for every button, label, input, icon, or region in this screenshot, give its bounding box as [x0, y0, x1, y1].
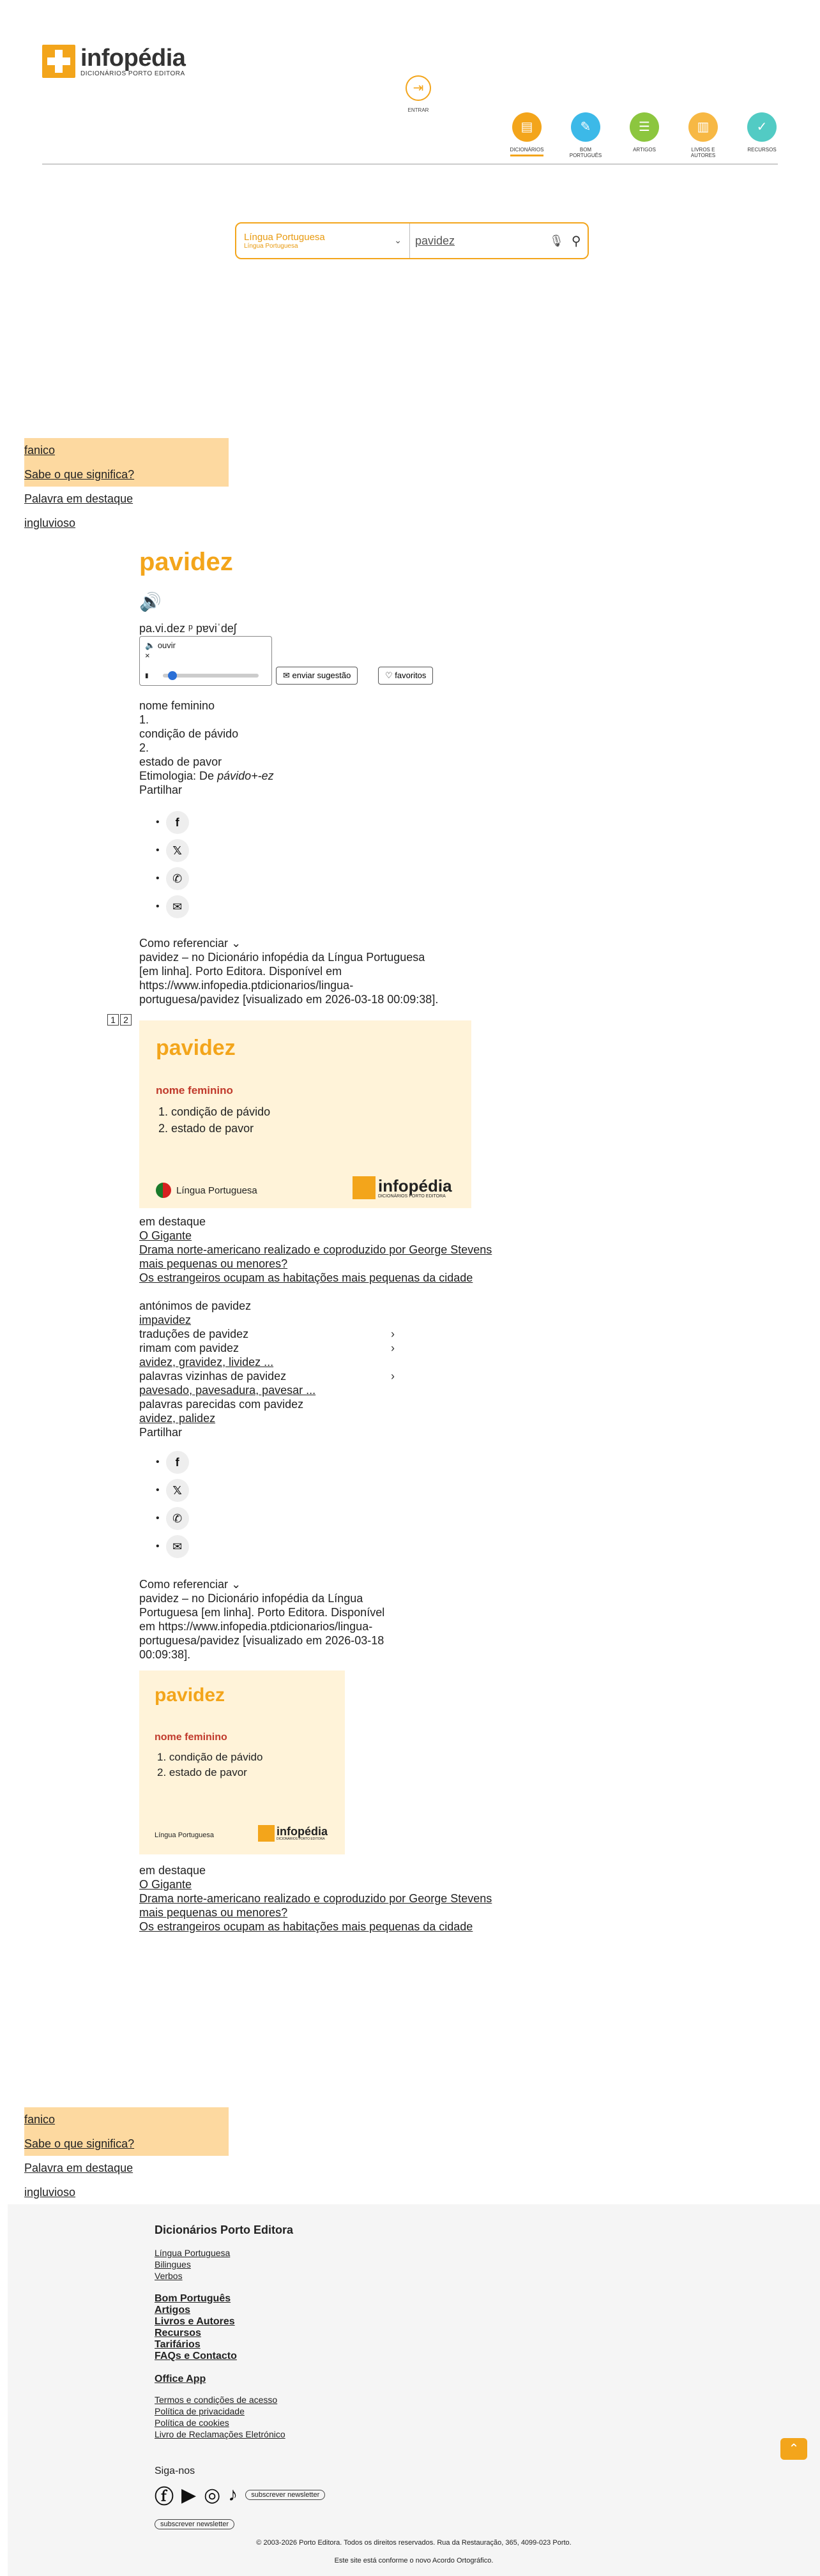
card-def-num: 1.	[157, 1751, 169, 1763]
footer-dict-title: Dicionários Porto Editora	[155, 2224, 294, 2236]
citation-block	[139, 936, 446, 1006]
definition-card-small	[139, 1671, 345, 1854]
share-list-2: • f • 𝕏 • ✆ • ✉	[156, 1448, 194, 1561]
dictionary-icon: ▤	[512, 112, 542, 142]
translations-row[interactable]	[139, 1327, 395, 1341]
nav-item-bom-portugues[interactable]	[563, 112, 608, 158]
button-label: favoritos	[395, 671, 427, 680]
nav-label: DICIONÁRIOS	[510, 147, 544, 156]
card-def-num: 2.	[158, 1122, 172, 1135]
card-def-num: 2.	[157, 1766, 169, 1778]
cite-toggle-label: Como referenciar	[139, 1578, 229, 1591]
related-block	[139, 1299, 395, 1439]
strip-link[interactable]: Palavra em destaque	[24, 492, 133, 505]
footer-link[interactable]: Verbos	[155, 2271, 183, 2281]
footer-legal-links	[155, 2394, 602, 2440]
pager-2[interactable]: 2	[120, 1014, 132, 1026]
neighbors-row[interactable]	[139, 1369, 395, 1383]
audio-label: ouvir	[157, 640, 176, 650]
strip-link[interactable]: Sabe o que significa?	[24, 2137, 135, 2150]
highlights-title: em destaque	[139, 1864, 206, 1877]
pronunciation: pa.vi.dez ᵖ pɐviˈdeʃ	[139, 622, 236, 635]
share-list: • f • 𝕏 • ✆ • ✉	[156, 808, 194, 921]
footer-dict-links	[155, 2247, 602, 2282]
highlight-link[interactable]: Drama norte-americano realizado e coproduzido por George Stevens	[139, 1892, 492, 1905]
nav-label: ARTIGOS	[633, 147, 656, 153]
card-def	[158, 1103, 270, 1120]
email-icon[interactable]: ✉	[166, 895, 189, 918]
card-pos: nome feminino	[156, 1084, 233, 1096]
card-headword: pavidez	[156, 1036, 236, 1060]
nav-label: RECURSOS	[747, 147, 777, 153]
infopedia-logo[interactable]	[42, 42, 195, 80]
pen-icon: ✎	[571, 112, 600, 142]
rhymes-links[interactable]: avidez, gravidez, lividez ...	[139, 1356, 274, 1368]
send-suggestion-button[interactable]: ✉ enviar sugestão	[276, 667, 358, 685]
highlight-link[interactable]: mais pequenas ou menores?	[139, 1257, 288, 1270]
search-icon[interactable]: ⚲	[571, 234, 581, 248]
audio-progress[interactable]	[163, 674, 259, 678]
translations-label: traduções de pavidez	[139, 1328, 249, 1340]
strip-link[interactable]: Sabe o que significa?	[24, 468, 135, 481]
definition-block	[139, 699, 446, 797]
scroll-top-button[interactable]: ⌃	[780, 2438, 807, 2460]
etymology	[139, 769, 446, 783]
strip-link[interactable]: ingluvioso	[24, 2186, 76, 2199]
resources-icon: ✓	[747, 112, 777, 142]
main-nav	[505, 112, 784, 158]
cite-toggle[interactable]: Como referenciar ⌄	[139, 1578, 241, 1591]
x-icon[interactable]: 𝕏	[166, 1479, 189, 1502]
logo-cross-icon	[42, 45, 75, 78]
card-defs	[158, 1103, 270, 1137]
microphone-icon[interactable]: 🎙	[549, 234, 564, 247]
audio-player	[139, 636, 272, 686]
nav-item-artigos[interactable]	[622, 112, 667, 158]
portugal-flag-icon	[156, 1183, 171, 1198]
cite-text: pavidez – no Dicionário infopédia da Língua Portuguesa [em linha]. Porto Editora. Disponível em https://www.infopedia.ptdicionarios/lingua-portuguesa/pavidez [visualizado em 2026-03-18 00:09:38].	[139, 951, 439, 1006]
neighbors-title: palavras vizinhas de pavidez	[139, 1370, 287, 1383]
footer-main-links	[155, 2293, 602, 2362]
similar-title: palavras parecidas com pavidez	[139, 1398, 304, 1411]
card-def	[158, 1120, 270, 1137]
sense-text: estado de pavor	[139, 755, 222, 768]
highlights-block	[139, 1215, 492, 1285]
header-divider	[42, 163, 778, 165]
footer-link[interactable]: Língua Portuguesa	[155, 2248, 231, 2258]
whatsapp-icon[interactable]: ✆	[166, 1507, 189, 1530]
card-logo	[353, 1176, 452, 1199]
article-icon: ☰	[630, 112, 659, 142]
strip-link[interactable]: ingluvioso	[24, 517, 76, 529]
footer-link[interactable]: Política de cookies	[155, 2418, 229, 2428]
citation-block-2	[139, 1577, 395, 1662]
footer-link[interactable]: FAQs e Contacto	[155, 2351, 237, 2361]
x-icon[interactable]: 𝕏	[166, 839, 189, 862]
antonym-link[interactable]: impavidez	[139, 1314, 192, 1326]
card-logo-word: infopédia	[378, 1176, 452, 1195]
search-bar	[235, 222, 589, 259]
highlight-link[interactable]: mais pequenas ou menores?	[139, 1906, 288, 1919]
card-pager	[107, 1014, 133, 1026]
card-def-text: condição de pávido	[169, 1751, 263, 1763]
sidebar-strip-bottom	[24, 2107, 229, 2204]
strip-item-destaque[interactable]	[24, 487, 229, 511]
nav-item-livros[interactable]	[681, 112, 725, 158]
audio-slider-knob[interactable]	[168, 671, 177, 680]
share-label: Partilhar	[139, 784, 183, 796]
card-logo-sub: DICIONÁRIOS PORTO EDITORA	[378, 1193, 446, 1199]
card-logo-sub: DICIONÁRIOS PORTO EDITORA	[277, 1837, 325, 1841]
language-sub: Língua Portuguesa	[244, 243, 298, 250]
favorites-button[interactable]: ♡ favoritos	[378, 667, 433, 685]
audio-volume-icon[interactable]: ▮	[145, 672, 149, 679]
card-pos: nome feminino	[155, 1732, 227, 1743]
neighbors-links[interactable]: pavesado, pavesadura, pavesar ...	[139, 1384, 316, 1397]
card-language-label: Língua Portuguesa	[155, 1831, 214, 1839]
card-logo	[258, 1825, 328, 1842]
etymology-value: pávido+-ez	[217, 769, 274, 782]
logo-cross-icon	[258, 1825, 275, 1842]
footer	[8, 2204, 820, 2576]
logo-cross-icon	[353, 1176, 376, 1199]
footer-link[interactable]: Política de privacidade	[155, 2406, 245, 2416]
card-def-text: estado de pavor	[171, 1122, 254, 1135]
search-input[interactable]	[415, 234, 543, 248]
cite-text: pavidez – no Dicionário infopédia da Língua Portuguesa [em linha]. Porto Editora. Disponível em https://www.infopedia.ptdicionarios/lingua-portuguesa/pavidez [visualizado em 2026-03-18 00:09:38].	[139, 1592, 385, 1661]
login-icon: ⇥	[406, 75, 431, 101]
strip-item-sabe[interactable]	[24, 2132, 229, 2156]
rhymes-row[interactable]	[139, 1341, 395, 1355]
speaker-icon[interactable]: 🔊	[139, 592, 162, 612]
footer-link[interactable]: Termos e condições de acesso	[155, 2395, 278, 2405]
sidebar-strip-top	[24, 438, 229, 535]
highlights-block-2	[139, 1863, 492, 1934]
footer-link[interactable]: Livros e Autores	[155, 2316, 235, 2327]
page-title: pavidez	[139, 548, 233, 576]
card-def-text: estado de pavor	[169, 1766, 247, 1778]
antonyms-title: antónimos de pavidez	[139, 1299, 252, 1312]
cite-toggle[interactable]: Como referenciar ⌄	[139, 937, 241, 950]
facebook-icon[interactable]: f	[166, 811, 189, 834]
follow-label: Siga-nos	[155, 2466, 195, 2476]
language-selected: Língua Portuguesa	[244, 232, 325, 243]
login-label: ENTRAR	[407, 107, 429, 113]
footer-link[interactable]: Bom Português	[155, 2293, 231, 2304]
footer-link[interactable]: Bilingues	[155, 2259, 191, 2269]
newsletter-button[interactable]: subscrever newsletter	[245, 2490, 325, 2500]
language-select[interactable]	[236, 224, 410, 258]
rhymes-title: rimam com pavidez	[139, 1342, 239, 1354]
card-defs	[157, 1750, 262, 1780]
footer-link[interactable]: Recursos	[155, 2328, 201, 2338]
login-button[interactable]	[396, 75, 441, 113]
card-def	[157, 1765, 262, 1780]
etymology-prefix: Etimologia: De	[139, 769, 218, 782]
highlight-link[interactable]: Drama norte-americano realizado e coproduzido por George Stevens	[139, 1243, 492, 1256]
part-of-speech: nome feminino	[139, 699, 215, 712]
highlight-link[interactable]: O Gigante	[139, 1878, 192, 1891]
chevron-down-icon: ⌄	[394, 235, 402, 245]
card-def-num: 1.	[158, 1105, 172, 1118]
footer-office-app	[155, 2374, 602, 2385]
audio-play-button[interactable]: 🔈 ouvir	[145, 640, 176, 650]
youtube-icon[interactable]: ▶	[181, 2484, 197, 2506]
highlight-link[interactable]: Os estrangeiros ocupam as habitações mais pequenas da cidade	[139, 1920, 473, 1933]
nav-label: LIVROS E AUTORES	[690, 147, 716, 158]
highlights-title: em destaque	[139, 1215, 206, 1228]
nav-label: BOM PORTUGUÊS	[569, 147, 602, 158]
strip-item-fanico[interactable]	[24, 2107, 229, 2132]
similar-links[interactable]: avidez, palidez	[139, 1412, 216, 1425]
share-label: Partilhar	[139, 1426, 183, 1439]
definition-card-large	[139, 1020, 471, 1208]
card-headword: pavidez	[155, 1685, 225, 1706]
strip-item-destaque[interactable]	[24, 2156, 229, 2180]
strip-item-sabe[interactable]	[24, 462, 229, 487]
close-icon[interactable]: ×	[145, 651, 150, 660]
footer-link[interactable]: Livro de Reclamações Eletrónico	[155, 2429, 285, 2439]
chevron-right-icon: ›	[391, 1370, 395, 1383]
copyright: © 2003-2026 Porto Editora. Todos os direitos reservados. Rua da Restauração, 365, 4099-023 Porto.	[256, 2539, 572, 2547]
strip-item-fanico[interactable]	[24, 438, 229, 462]
footer-link[interactable]: Artigos	[155, 2305, 190, 2315]
strip-item-ingluvioso[interactable]	[24, 511, 229, 535]
facebook-icon[interactable]: f	[166, 1451, 189, 1474]
card-def	[157, 1750, 262, 1765]
footer-social	[155, 2481, 602, 2509]
strip-link[interactable]: Palavra em destaque	[24, 2162, 133, 2174]
strip-item-ingluvioso[interactable]	[24, 2180, 229, 2204]
card-logo-word: infopédia	[277, 1825, 328, 1838]
logo-subtitle: DICIONÁRIOS PORTO EDITORA	[80, 70, 185, 77]
whatsapp-icon[interactable]: ✆	[166, 867, 189, 890]
email-icon[interactable]: ✉	[166, 1535, 189, 1558]
card-def-text: condição de pávido	[171, 1105, 271, 1118]
chevron-right-icon: ›	[391, 1328, 395, 1340]
logo-word: infopédia	[80, 44, 186, 72]
highlight-link[interactable]: O Gigante	[139, 1229, 192, 1242]
nav-item-dicionarios[interactable]	[505, 112, 549, 158]
office-app-link[interactable]: Office App	[155, 2374, 206, 2384]
strip-link[interactable]: fanico	[24, 2113, 56, 2126]
cite-toggle-label: Como referenciar	[139, 937, 229, 950]
card-language-label: Língua Portuguesa	[176, 1185, 257, 1196]
nav-item-recursos[interactable]	[740, 112, 784, 158]
chevron-right-icon: ›	[391, 1342, 395, 1354]
pager-1[interactable]: 1	[107, 1014, 119, 1026]
footer-link[interactable]: Tarifários	[155, 2339, 201, 2350]
highlight-link[interactable]: Os estrangeiros ocupam as habitações mais pequenas da cidade	[139, 1271, 473, 1284]
strip-link[interactable]: fanico	[24, 444, 56, 457]
instagram-icon[interactable]: ◎	[204, 2484, 221, 2506]
ao-notice: Este site está conforme o novo Acordo Ortográfico.	[334, 2557, 494, 2565]
facebook-icon[interactable]: ⓕ	[155, 2487, 174, 2508]
button-label: enviar sugestão	[292, 671, 351, 680]
tiktok-icon[interactable]: ♪	[228, 2484, 238, 2505]
newsletter-button-2[interactable]: subscrever newsletter	[155, 2519, 234, 2529]
sense-number: 2.	[139, 741, 149, 754]
sense-number: 1.	[139, 713, 149, 726]
sense-text: condição de pávido	[139, 727, 239, 740]
book-icon: ▥	[688, 112, 718, 142]
card-language	[156, 1183, 257, 1198]
